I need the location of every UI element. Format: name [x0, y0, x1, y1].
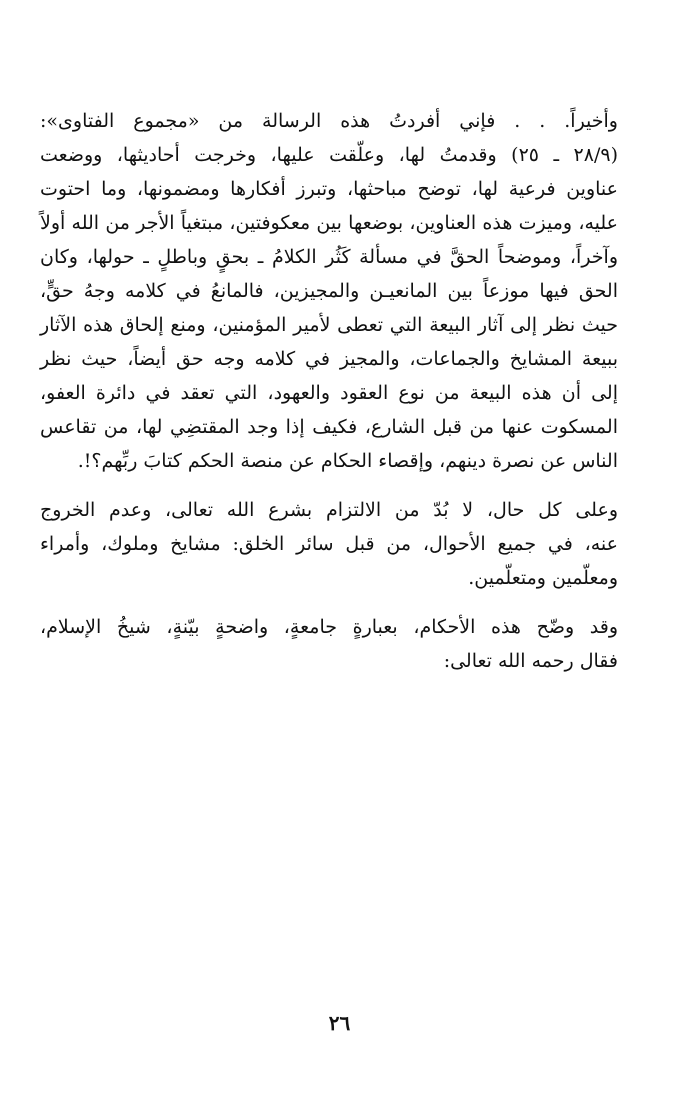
text-line: المسكوت عنها من قبل الشارع، فكيف إذا وجد المقتضِي لها، من تقاعس [40, 416, 618, 438]
text-line: وأخيراً. . . فإني أفردتُ هذه الرسالة من «مجموع الفتاوى»: [40, 110, 618, 132]
text-line: وقد وضّح هذه الأحكام، بعبارةٍ جامعةٍ، واضحةٍ بيّنةٍ، شيخُ الإسلام، [40, 616, 618, 638]
text-line: الحق فيها موزعاً بين المانعيـن والمجيزين، فالمانعُ في كلامه وجهُ حقٍّ، [40, 280, 618, 302]
text-line: حيث نظر إلى آثار البيعة التي تعطى لأمير المؤمنين، ومنع إلحاق هذه الآثار [40, 314, 618, 336]
text-line: ببيعة المشايخ والجماعات، والمجيز في كلامه وجه حق أيضاً، حيث نظر [40, 348, 618, 370]
paragraph-3 [40, 610, 618, 678]
text-line: الناس عن نصرة دينهم، وإقصاء الحكام عن منصة الحكم كتابَ ربِّهم؟!. [77, 450, 618, 472]
text-line: وعلى كل حال، لا بُدّ من الالتزام بشرع الله تعالى، وعدم الخروج [40, 499, 618, 521]
text-line: عنه، في جميع الأحوال، من قبل سائر الخلق: مشايخ وملوك، وأمراء [40, 533, 618, 555]
text-line: وآخراً، وموضحاً الحقَّ في مسألة كَثُر الكلامُ ـ بحقٍ وباطلٍ ـ حولها، وكان [40, 246, 618, 268]
paragraph-2 [40, 493, 618, 595]
text-line: (٢٨/٩ ـ ٢٥) وقدمتُ لها، وعلّقت عليها، وخرجت أحاديثها، ووضعت [40, 144, 618, 166]
page-number: ٢٦ [328, 1011, 351, 1035]
text-line: عناوين فرعية لها، توضح مباحثها، وتبرز أفكارها ومضمونها، وما احتوت [40, 178, 618, 200]
text-line: إلى أن هذه البيعة من نوع العقود والعهود، التي تعقد في دائرة العفو، [40, 382, 618, 404]
paragraph-1 [40, 104, 618, 478]
text-line: ومعلّمين ومتعلّمين. [468, 567, 618, 589]
text-line: عليه، وميزت هذه العناوين، بوضعها بين معكوفتين، مبتغياً الأجر من الله أولاً [40, 212, 618, 234]
text-line: فقال رحمه الله تعالى: [443, 650, 618, 672]
page-body [40, 104, 618, 678]
